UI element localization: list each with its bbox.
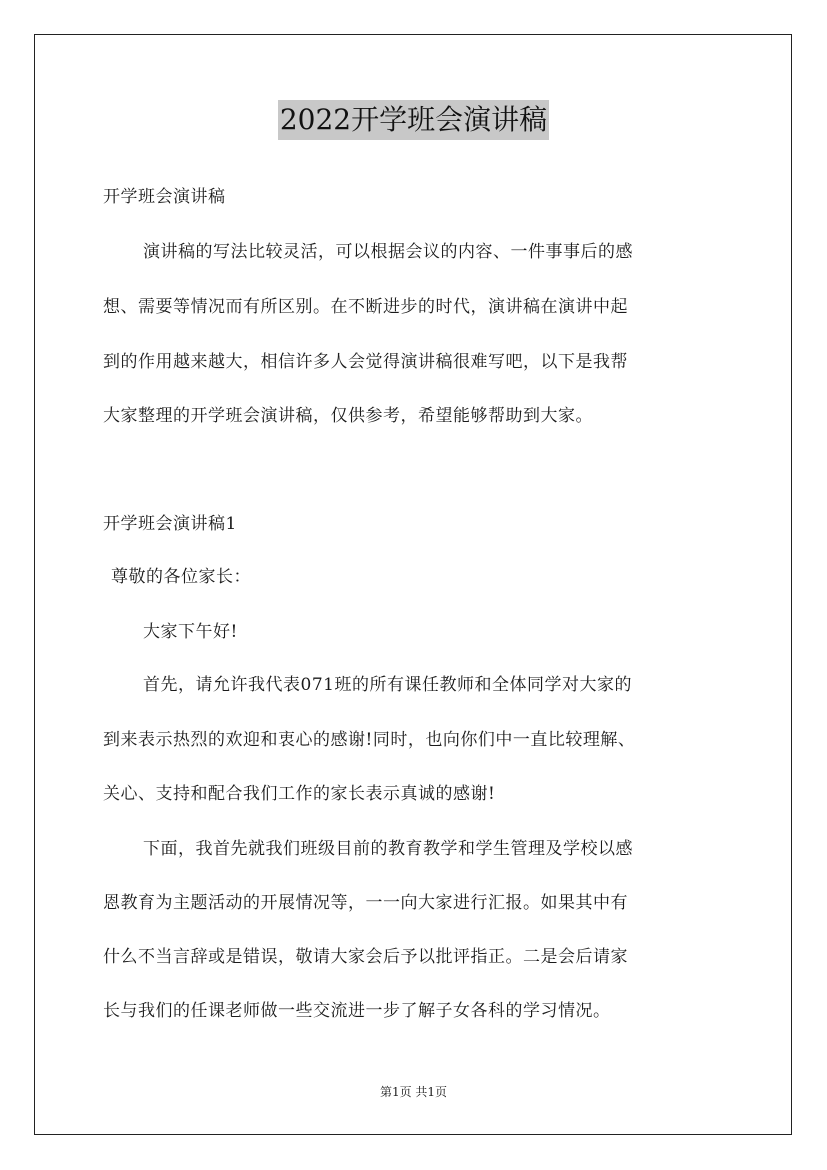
greeting: 大家下午好! xyxy=(143,622,238,642)
document-subtitle: 开学班会演讲稿 xyxy=(103,187,226,207)
intro-line: 到的作用越来越大，相信许多人会觉得演讲稿很难写吧，以下是我帮 xyxy=(103,352,628,372)
intro-line: 想、需要等情况而有所区别。在不断进步的时代，演讲稿在演讲中起 xyxy=(103,297,628,317)
intro-line: 演讲稿的写法比较灵活，可以根据会议的内容、一件事事后的感 xyxy=(143,242,633,262)
paragraph-line: 什么不当言辞或是错误，敬请大家会后予以批评指正。二是会后请家 xyxy=(103,947,628,967)
salutation: 尊敬的各位家长： xyxy=(111,567,251,587)
title-container xyxy=(0,100,827,140)
intro-line: 大家整理的开学班会演讲稿，仅供参考，希望能够帮助到大家。 xyxy=(103,406,593,426)
paragraph-line: 恩教育为主题活动的开展情况等，一一向大家进行汇报。如果其中有 xyxy=(103,893,628,913)
paragraph-line: 到来表示热烈的欢迎和衷心的感谢!同时，也向你们中一直比较理解、 xyxy=(103,730,636,750)
paragraph-line: 长与我们的任课老师做一些交流进一步了解子女各科的学习情况。 xyxy=(103,1001,611,1021)
paragraph-line: 关心、支持和配合我们工作的家长表示真诚的感谢! xyxy=(103,784,496,804)
paragraph-line: 下面，我首先就我们班级目前的教育教学和学生管理及学校以感 xyxy=(143,839,633,859)
section-heading: 开学班会演讲稿1 xyxy=(103,514,237,534)
paragraph-line: 首先，请允许我代表071班的所有课任教师和全体同学对大家的 xyxy=(143,675,632,695)
document-title: 2022开学班会演讲稿 xyxy=(278,100,549,140)
page-footer: 第1页 共1页 xyxy=(379,1085,448,1099)
